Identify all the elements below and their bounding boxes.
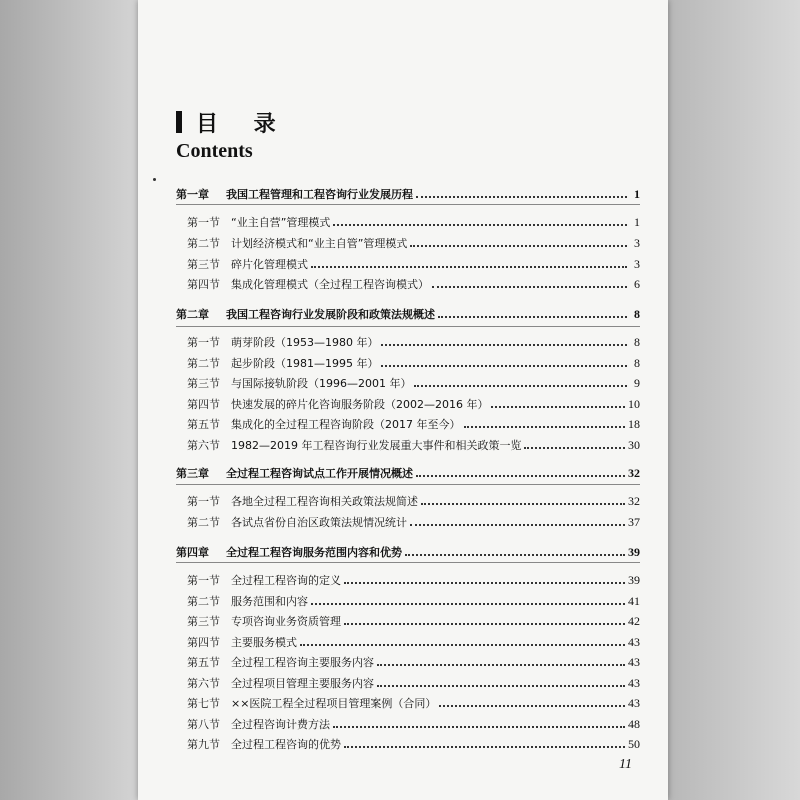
toc-entry-label: 第三章 [176, 467, 209, 480]
toc-entry-page: 43 [628, 654, 640, 669]
toc-entry-page: 32 [628, 493, 640, 508]
toc-entry-label: 第二节 [187, 357, 220, 370]
toc-entry-page: 3 [634, 235, 640, 250]
toc-entry-page: 43 [628, 675, 640, 690]
stray-dot [153, 178, 156, 181]
toc-section-entry [187, 374, 640, 392]
dot-leader [333, 725, 625, 728]
dot-leader [464, 425, 626, 428]
toc-chapter-entry [176, 305, 640, 323]
toc-entry-label: 第二节 [187, 237, 220, 250]
toc-entry-title: 主要服务模式 [231, 636, 297, 649]
toc-entry-title: 集成化的全过程工程咨询阶段（2017 年至今） [231, 418, 461, 431]
toc-entry-title: 碎片化管理模式 [231, 258, 308, 271]
toc-entry-title: 全过程项目管理主要服务内容 [231, 677, 374, 690]
toc-entry-page: 9 [634, 375, 640, 390]
toc-section-entry [187, 694, 640, 712]
toc-entry-title: 各地全过程工程咨询相关政策法规简述 [231, 495, 418, 508]
toc-entry-label: 第四章 [176, 546, 209, 559]
dot-leader [416, 474, 625, 477]
dot-leader [491, 405, 625, 408]
toc-entry-page: 10 [628, 396, 640, 411]
toc-entry-page: 39 [628, 544, 640, 559]
toc-entry-label: 第六节 [187, 677, 220, 690]
toc-section-entry [187, 653, 640, 671]
toc-entry-title: 与国际接轨阶段（1996—2001 年） [231, 377, 412, 390]
toc-entry-title: 全过程工程咨询试点工作开展情况概述 [226, 467, 413, 480]
toc-entry-label: 第二节 [187, 516, 220, 529]
toc-entry-label: 第一章 [176, 188, 209, 201]
dot-leader [344, 745, 625, 748]
toc-section-entry [187, 213, 640, 231]
dot-leader [421, 502, 625, 505]
toc-entry-title: 专项咨询业务资质管理 [231, 615, 341, 628]
toc-entry-page: 8 [634, 334, 640, 349]
toc-entry-page: 8 [634, 306, 640, 321]
toc-entry-page: 1 [634, 186, 640, 201]
toc-entry-label: 第四节 [187, 278, 220, 291]
toc-entry-page: 48 [628, 716, 640, 731]
dot-leader [381, 364, 627, 367]
dot-leader [333, 223, 627, 226]
toc-entry-title: “业主自营”管理模式 [231, 216, 331, 229]
toc-entry-page: 1 [634, 214, 640, 229]
dot-leader [416, 195, 627, 198]
toc-entry-label: 第二节 [187, 595, 220, 608]
dot-leader [438, 315, 627, 318]
toc-entry-title: 全过程工程咨询服务范围内容和优势 [226, 546, 402, 559]
chapter-separator-line [176, 204, 640, 205]
toc-entry-page: 37 [628, 514, 640, 529]
toc-section-entry [187, 592, 640, 610]
dot-leader [524, 446, 625, 449]
toc-entry-title: 萌芽阶段（1953—1980 年） [231, 336, 379, 349]
toc-entry-label: 第八节 [187, 718, 220, 731]
chapter-separator-line [176, 326, 640, 327]
dot-leader [439, 704, 625, 707]
chapter-separator-line [176, 562, 640, 563]
dot-leader [377, 663, 625, 666]
dot-leader [410, 523, 625, 526]
toc-section-entry [187, 715, 640, 733]
page-subtitle: Contents [176, 140, 253, 162]
dot-leader [432, 285, 627, 288]
dot-leader [344, 622, 625, 625]
toc-section-entry [187, 436, 640, 454]
toc-section-entry [187, 234, 640, 252]
toc-entry-label: 第九节 [187, 738, 220, 751]
toc-entry-label: 第一节 [187, 336, 220, 349]
toc-entry-title: 计划经济模式和“业主自管”管理模式 [231, 237, 408, 250]
toc-section-entry [187, 674, 640, 692]
dot-leader [311, 602, 625, 605]
dot-leader [405, 553, 625, 556]
toc-entry-label: 第三节 [187, 377, 220, 390]
toc-section-entry [187, 571, 640, 589]
toc-entry-title: 全过程工程咨询的优势 [231, 738, 341, 751]
toc-entry-label: 第五节 [187, 418, 220, 431]
title-accent-bar [176, 111, 182, 133]
toc-entry-page: 42 [628, 613, 640, 628]
toc-entry-label: 第四节 [187, 398, 220, 411]
toc-section-entry [187, 735, 640, 753]
toc-entry-label: 第三节 [187, 615, 220, 628]
toc-entry-page: 39 [628, 572, 640, 587]
toc-entry-label: 第六节 [187, 439, 220, 452]
toc-section-entry [187, 354, 640, 372]
toc-header [176, 108, 290, 136]
dot-leader [300, 643, 625, 646]
toc-section-entry [187, 255, 640, 273]
toc-entry-label: 第一节 [187, 574, 220, 587]
toc-entry-title: 我国工程咨询行业发展阶段和政策法规概述 [226, 308, 435, 321]
toc-chapter-entry [176, 464, 640, 482]
toc-entry-page: 3 [634, 256, 640, 271]
toc-section-entry [187, 415, 640, 433]
toc-entry-title: 全过程咨询计费方法 [231, 718, 330, 731]
toc-entry-page: 50 [628, 736, 640, 751]
toc-entry-title: 全过程工程咨询的定义 [231, 574, 341, 587]
toc-entry-label: 第一节 [187, 495, 220, 508]
toc-entry-title: 起步阶段（1981—1995 年） [231, 357, 379, 370]
background-left [0, 0, 138, 800]
toc-entry-label: 第七节 [187, 697, 220, 710]
toc-chapter-entry [176, 185, 640, 203]
toc-entry-title: 集成化管理模式（全过程工程咨询模式） [231, 278, 429, 291]
toc-section-entry [187, 275, 640, 293]
dot-leader [377, 684, 625, 687]
toc-section-entry [187, 612, 640, 630]
page-title: 目 录 [196, 111, 290, 137]
page-number: 11 [619, 757, 632, 772]
dot-leader [381, 343, 627, 346]
toc-entry-page: 6 [634, 276, 640, 291]
toc-section-entry [187, 333, 640, 351]
toc-entry-page: 30 [628, 437, 640, 452]
toc-entry-title: 1982—2019 年工程咨询行业发展重大事件和相关政策一览 [231, 439, 522, 452]
toc-entry-title: 快速发展的碎片化咨询服务阶段（2002—2016 年） [231, 398, 489, 411]
toc-entry-page: 41 [628, 593, 640, 608]
toc-entry-label: 第二章 [176, 308, 209, 321]
toc-entry-label: 第一节 [187, 216, 220, 229]
toc-section-entry [187, 395, 640, 413]
toc-section-entry [187, 513, 640, 531]
toc-entry-page: 43 [628, 695, 640, 710]
toc-entry-page: 18 [628, 416, 640, 431]
toc-entry-label: 第三节 [187, 258, 220, 271]
background-right [668, 0, 800, 800]
toc-entry-page: 32 [628, 465, 640, 480]
toc-entry-label: 第五节 [187, 656, 220, 669]
dot-leader [311, 265, 627, 268]
toc-entry-page: 43 [628, 634, 640, 649]
chapter-separator-line [176, 484, 640, 485]
toc-entry-title: 我国工程管理和工程咨询行业发展历程 [226, 188, 413, 201]
toc-entry-title: 全过程工程咨询主要服务内容 [231, 656, 374, 669]
toc-chapter-entry [176, 543, 640, 561]
toc-entry-page: 8 [634, 355, 640, 370]
toc-section-entry [187, 633, 640, 651]
dot-leader [414, 384, 627, 387]
dot-leader [410, 244, 627, 247]
toc-entry-title: ××医院工程全过程项目管理案例（合同） [231, 697, 437, 710]
toc-section-entry [187, 492, 640, 510]
dot-leader [344, 581, 625, 584]
toc-entry-title: 各试点省份自治区政策法规情况统计 [231, 516, 407, 529]
toc-entry-title: 服务范围和内容 [231, 595, 308, 608]
toc-entry-label: 第四节 [187, 636, 220, 649]
